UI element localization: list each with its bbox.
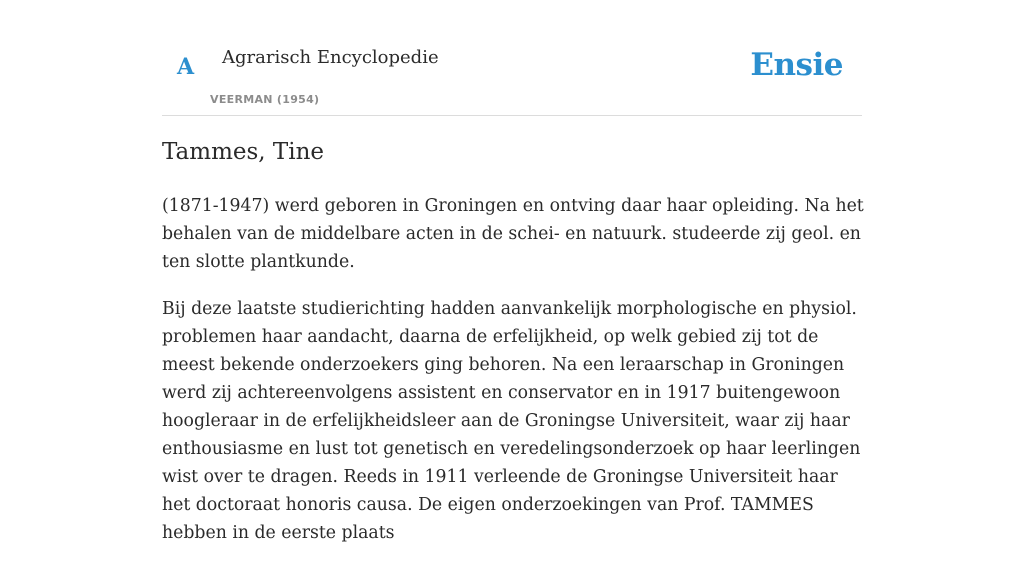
brand-logo-link[interactable]: Ensie [750, 47, 843, 83]
article-title: Tammes, Tine [162, 139, 325, 165]
article-paragraph: (1871-1947) werd geboren in Groningen en ontving daar haar opleiding. Na het behalen van de middelbare acten in de schei- en natuurk. studeerde zij geol. en ten slotte plantkunde. [162, 195, 864, 272]
article-body [162, 138, 866, 566]
article-paragraph: Bij deze laatste studierichting hadden aanvankelijk morphologische en physiol. problemen haar aandacht, daarna de erfelijkheid, op welk gebied zij tot de meest bekende onderzoekers ging behoren. Na een leraarschap in Groningen werd zij achtereenvolgens assistent en conservator en in 1917 buitengewoon hoogleraar in de erfelijkheidsleer aan de Groningse Universiteit, waar zij haar enthousiasme en lust tot genetisch en veredelingsonderzoek op haar leerlingen wist over te dragen. Reeds in 1911 verleende de Groningse Universiteit haar het doctoraat honoris causa. De eigen onderzoekingen van Prof. TAMMES hebben in de eerste plaats [162, 298, 861, 543]
index-letter-link[interactable]: A [177, 54, 195, 80]
source-label: VEERMAN (1954) [210, 93, 320, 106]
article-header [162, 30, 862, 116]
encyclopedia-title-link[interactable]: Agrarisch Encyclopedie [222, 47, 439, 68]
